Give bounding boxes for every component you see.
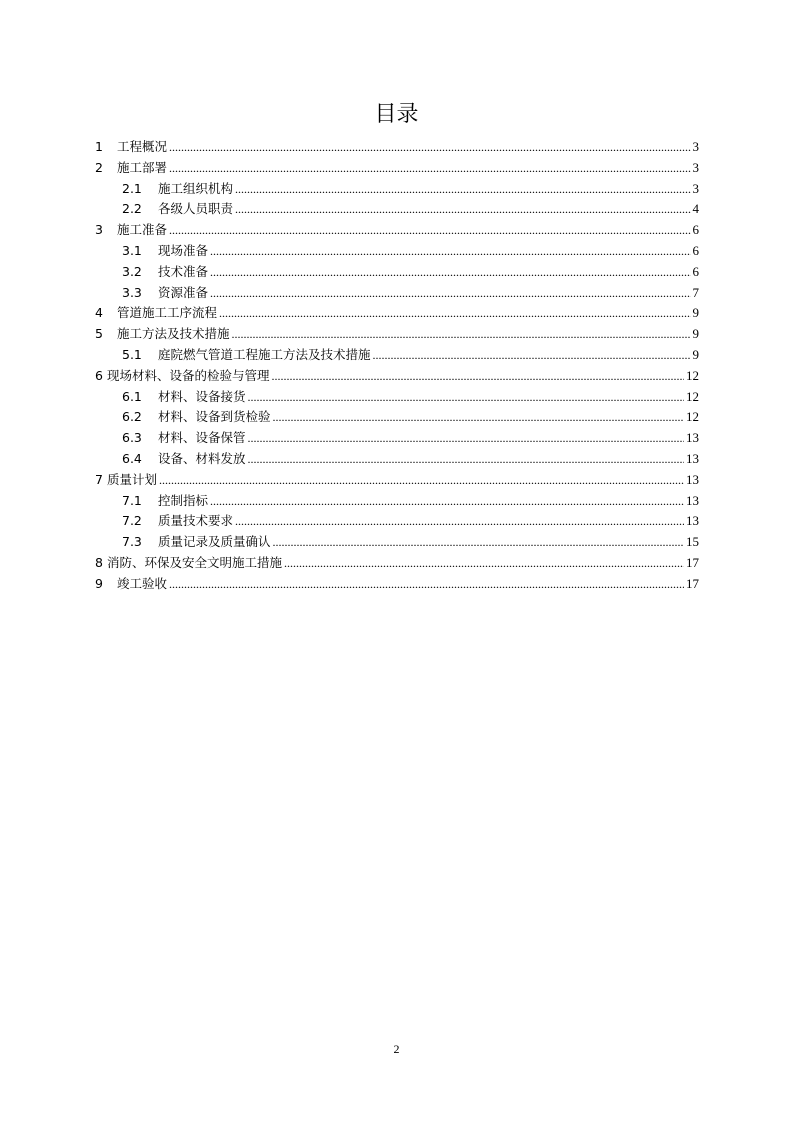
toc-entry[interactable]	[95, 428, 699, 449]
toc-dot-leader	[169, 220, 690, 241]
toc-dot-leader	[272, 366, 684, 387]
toc-entry-number: 6.1	[122, 388, 142, 404]
toc-entry-number: 3.1	[122, 242, 142, 258]
toc-entry[interactable]	[95, 407, 699, 428]
toc-entry[interactable]	[95, 470, 699, 491]
toc-entry-number: 7.1	[122, 492, 142, 508]
toc-entry-page: 3	[692, 139, 699, 154]
toc-entry-title: 质量记录及质量确认	[158, 534, 271, 550]
toc-entry-number: 5	[95, 326, 103, 342]
toc-entry[interactable]	[95, 345, 699, 366]
toc-entry[interactable]	[95, 449, 699, 470]
toc-entry-number: 2	[95, 159, 103, 175]
toc-dot-leader	[284, 553, 684, 574]
toc-entry-number: 2.2	[122, 201, 142, 217]
toc-entry-title: 质量计划	[107, 471, 158, 487]
toc-entry[interactable]	[95, 220, 699, 241]
toc-entry-title: 施工组织机构	[158, 180, 234, 196]
toc-dot-leader	[248, 387, 684, 408]
toc-entry-title: 现场准备	[158, 242, 209, 258]
toc-entry-page: 7	[692, 284, 699, 300]
toc-entry-page: 3	[692, 159, 699, 175]
toc-dot-leader	[373, 345, 691, 366]
toc-entry[interactable]	[95, 511, 699, 532]
toc-entry-number: 3.3	[122, 284, 142, 300]
toc-dot-leader	[235, 511, 684, 532]
toc-dot-leader	[169, 574, 684, 595]
toc-entry-title: 施工准备	[117, 222, 168, 238]
toc-entry-title: 控制指标	[158, 492, 209, 508]
toc-entry[interactable]	[95, 387, 699, 408]
toc-dot-leader	[169, 158, 690, 179]
toc-entry-page: 6	[692, 263, 699, 279]
toc-entry-page: 17	[686, 575, 699, 591]
toc-entry-title: 工程概况	[117, 139, 168, 154]
toc-entry-title: 现场材料、设备的检验与管理	[107, 367, 270, 383]
toc-entry-number: 1	[95, 139, 103, 154]
toc-dot-leader	[210, 491, 684, 512]
toc-entry-number: 6.4	[122, 450, 142, 466]
toc-entry[interactable]	[95, 262, 699, 283]
toc-dot-leader	[273, 407, 684, 428]
toc-dot-leader	[232, 324, 691, 345]
toc-entry-title: 技术准备	[158, 263, 209, 279]
toc-entry[interactable]	[95, 241, 699, 262]
toc-entry[interactable]	[95, 179, 699, 200]
toc-entry-page: 9	[692, 326, 699, 342]
toc-entry-title: 消防、环保及安全文明施工措施	[107, 554, 283, 570]
toc-entry-number: 3.2	[122, 263, 142, 279]
toc-entry-page: 12	[686, 409, 699, 425]
toc-entry-page: 13	[686, 513, 699, 529]
toc-entry-title: 质量技术要求	[158, 513, 234, 529]
toc-dot-leader	[210, 283, 690, 304]
toc-entry-title: 管道施工工序流程	[117, 305, 218, 321]
toc-dot-leader	[235, 179, 690, 200]
toc-entry-title: 设备、材料发放	[158, 450, 246, 466]
toc-dot-leader	[169, 137, 690, 158]
toc-entry[interactable]	[95, 303, 699, 324]
toc-entry-page: 15	[686, 534, 699, 550]
toc-entry-title: 施工方法及技术措施	[117, 326, 230, 342]
toc-entry[interactable]	[95, 574, 699, 595]
toc-dot-leader	[219, 303, 690, 324]
toc-dot-leader	[248, 449, 684, 470]
toc-entry-number: 4	[95, 305, 103, 321]
toc-entry-number: 8	[95, 554, 103, 570]
toc-entry-number: 6.2	[122, 409, 142, 425]
page-title: 目录	[374, 102, 419, 127]
toc-entry[interactable]	[95, 283, 699, 304]
toc-entry[interactable]	[95, 553, 699, 574]
toc-entry-title: 竣工验收	[117, 575, 168, 591]
toc-entry-title: 资源准备	[158, 284, 209, 300]
toc-entry-page: 12	[686, 367, 699, 383]
toc-dot-leader	[273, 532, 684, 553]
toc-entry-page: 9	[692, 305, 699, 321]
toc-entry-number: 2.1	[122, 180, 142, 196]
toc-entry-number: 7.2	[122, 513, 142, 529]
toc-dot-leader	[235, 199, 690, 220]
toc-entry-page: 6	[692, 222, 699, 238]
toc-entry[interactable]	[95, 324, 699, 345]
toc-entry-page: 12	[686, 388, 699, 404]
table-of-contents	[95, 137, 699, 595]
toc-entry-number: 7	[95, 471, 103, 487]
toc-entry-title: 施工部署	[117, 159, 168, 175]
toc-entry-page: 9	[692, 346, 699, 362]
toc-entry-page: 6	[692, 242, 699, 258]
toc-dot-leader	[248, 428, 684, 449]
toc-entry-number: 7.3	[122, 534, 142, 550]
toc-entry-page: 3	[692, 180, 699, 196]
toc-entry-title: 材料、设备接货	[158, 388, 246, 404]
toc-entry-number: 9	[95, 575, 103, 591]
toc-entry[interactable]	[95, 158, 699, 179]
toc-entry-title: 各级人员职责	[158, 201, 234, 217]
toc-entry-number: 5.1	[122, 346, 142, 362]
toc-entry-number: 3	[95, 222, 103, 238]
toc-dot-leader	[210, 262, 690, 283]
toc-entry[interactable]	[95, 532, 699, 553]
toc-entry-title: 材料、设备保管	[158, 430, 246, 446]
page-number: 2	[393, 1042, 400, 1056]
toc-entry-number: 6.3	[122, 430, 142, 446]
toc-dot-leader	[210, 241, 690, 262]
toc-entry-page: 13	[686, 450, 699, 466]
toc-entry-page: 13	[686, 471, 699, 487]
toc-entry[interactable]	[95, 199, 699, 220]
toc-entry-title: 材料、设备到货检验	[158, 409, 271, 425]
toc-entry[interactable]	[95, 366, 699, 387]
toc-entry-page: 4	[692, 201, 699, 217]
toc-entry[interactable]	[95, 491, 699, 512]
toc-entry-number: 6	[95, 367, 103, 383]
toc-entry-page: 13	[686, 492, 699, 508]
toc-dot-leader	[159, 470, 684, 491]
toc-entry[interactable]	[95, 137, 699, 158]
toc-entry-page: 17	[686, 554, 699, 570]
toc-entry-title: 庭院燃气管道工程施工方法及技术措施	[158, 346, 371, 362]
toc-entry-page: 13	[686, 430, 699, 446]
